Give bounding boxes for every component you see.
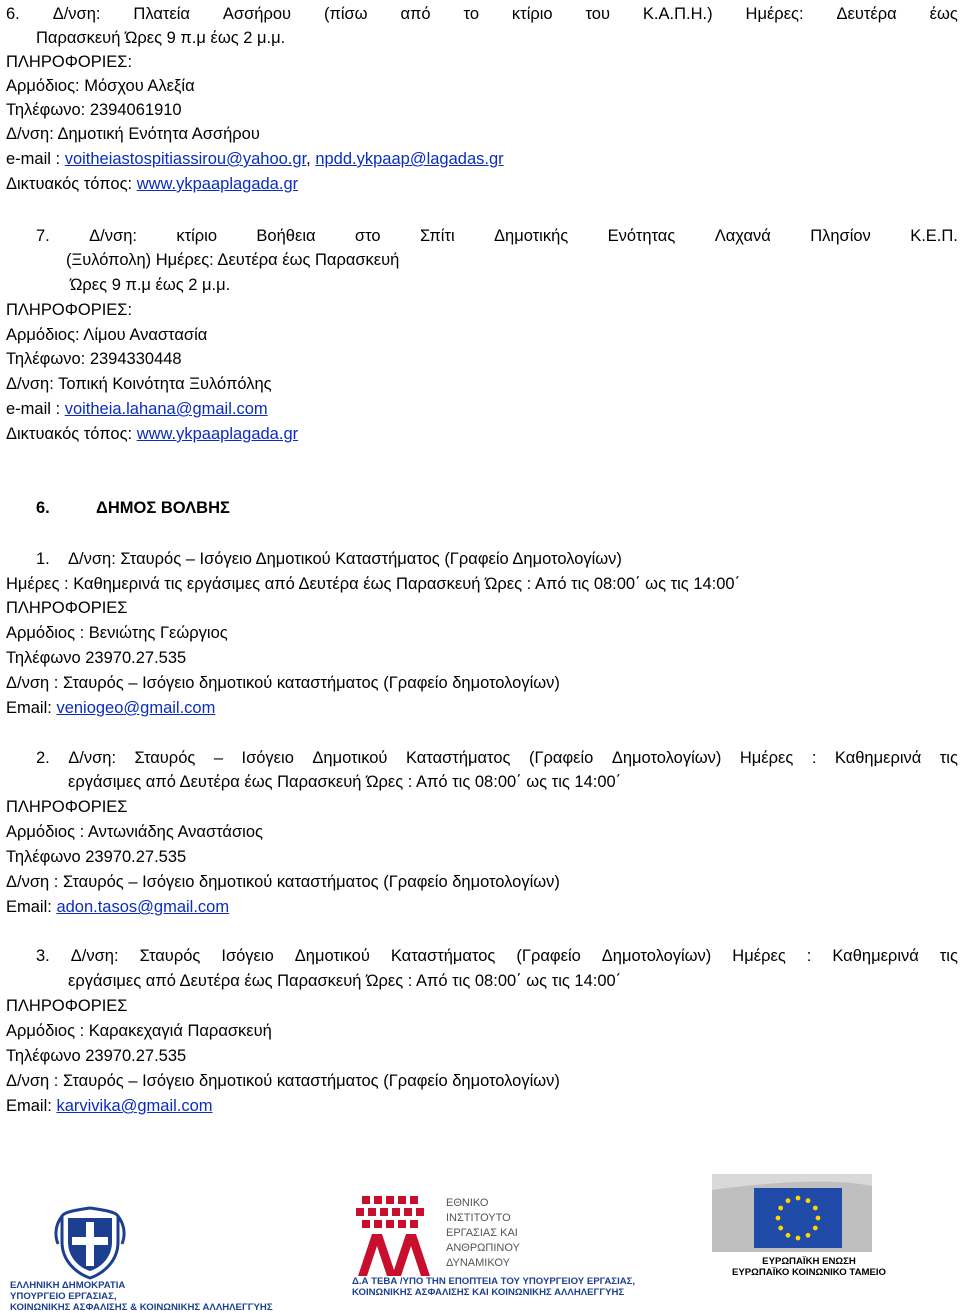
word: τις [939, 749, 958, 767]
item-7-days: (Ξυλόπολη) Ημέρες: Δευτέρα έως Παρασκευή [66, 251, 400, 269]
volvi-item-1-schedule: Ημέρες : Καθημερινά τις εργάσιμες από Δευτέρα έως Παρασκευή Ώρες : Από τις 08:00΄ ως τις 14:00΄ [6, 575, 741, 593]
eiead-caption [352, 1276, 635, 1298]
word: Καθημερινά [834, 749, 922, 767]
volvi-item-2-contact: Αρμόδιος : Αντωνιάδης Αναστάσιος [6, 823, 263, 841]
word: Καθημερινά [832, 947, 919, 965]
caption-line: ΕΥΡΩΠΑΪΚΟ ΚΟΙΝΩΝΙΚΟ ΤΑΜΕΙΟ [731, 1267, 887, 1278]
email-link[interactable]: voitheia.lahana@gmail.com [64, 400, 268, 418]
item-7-address: Δ/νση: Τοπική Κοινότητα Ξυλόπόλης [6, 375, 272, 393]
word: Δευτέρα [836, 5, 897, 23]
word: : [811, 749, 817, 767]
item-7-hours: Ώρες 9 π.μ έως 2 μ.μ. [70, 276, 231, 294]
caption-line: ΚΟΙΝΩΝΙΚΗΣ ΑΣΦΑΛΙΣΗΣ ΚΑΙ ΚΟΙΝΩΝΙΚΗΣ ΑΛΛΗΛΕΓΓΥΗΣ [352, 1287, 625, 1298]
email-label: Email: [6, 898, 57, 916]
eu-star [813, 1226, 818, 1231]
item-7-email-row [6, 397, 268, 421]
eu-star [778, 1206, 783, 1211]
item-6-email-row [6, 147, 504, 171]
email-link[interactable]: karvivika@gmail.com [56, 1097, 213, 1115]
volvi-item-3-address: Δ/νση : Σταυρός – Ισόγειο δημοτικού καταστήματος (Γραφείο δημοτολογίων) [6, 1072, 560, 1090]
eu-star [806, 1198, 811, 1203]
word: Καταστήματος [405, 749, 511, 767]
item-6-web-row [6, 172, 298, 196]
word: Ενότητας [607, 227, 676, 245]
item-7-web-row [6, 422, 298, 446]
word: κτίριο [176, 227, 218, 245]
word: Καταστήματος [390, 947, 496, 965]
volvi-item-3-phone: Τηλέφωνο 23970.27.535 [6, 1047, 187, 1065]
eu-star [786, 1198, 791, 1203]
item-6-line1 [6, 2, 958, 26]
word: (Γραφείο [516, 947, 581, 965]
word: Ημέρες [739, 749, 794, 767]
volvi-item-1-contact: Αρμόδιος : Βενιώτης Γεώργιος [6, 624, 228, 642]
volvi-item-2-address: Δ/νση : Σταυρός – Ισόγειο δημοτικού καταστήματος (Γραφείο δημοτολογίων) [6, 873, 560, 891]
volvi-item-2-schedule: εργάσιμες από Δευτέρα έως Παρασκευή Ώρες : Από τις 08:00΄ ως τις 14:00΄ [68, 773, 622, 791]
eu-star [786, 1233, 791, 1238]
email-label: Email: [6, 699, 57, 717]
item-7-phone: Τηλέφωνο: 2394330448 [6, 350, 182, 368]
word: Πλατεία [133, 5, 190, 23]
word: (πίσω [323, 5, 368, 23]
email-label: e-mail : [6, 150, 65, 168]
item-6-hours: Παρασκευή Ώρες 9 π.μ έως 2 μ.μ. [36, 29, 286, 47]
footer-logos [0, 1168, 960, 1312]
word: Δημοτολογίων) [611, 749, 722, 767]
heading-number: 6. [36, 499, 50, 517]
volvi-item-1-email-row [6, 696, 215, 720]
eiead-logo-icon [354, 1194, 436, 1278]
word: Δημοτικού [312, 749, 388, 767]
item-address-line: Δ/νση: Σταυρός – Ισόγειο Δημοτικού Καταστήματος (Γραφείο Δημοτολογίων) [68, 550, 622, 568]
section-heading [36, 496, 230, 520]
volvi-item-2-line1 [36, 746, 958, 770]
greek-state-caption [10, 1280, 273, 1313]
volvi-item-3-info-label: ΠΛΗΡΟΦΟΡΙΕΣ [6, 997, 128, 1015]
eu-flag-icon [712, 1174, 872, 1252]
web-label: Δικτυακός τόπος: [6, 425, 137, 443]
email-label: Email: [6, 1097, 57, 1115]
caption-line: ΕΥΡΩΠΑΪΚΗ ΕΝΩΣΗ [762, 1256, 856, 1267]
logo-text-line: ΕΡΓΑΣΙΑΣ ΚΑΙ [446, 1227, 518, 1239]
volvi-item-1-info-label: ΠΛΗΡΟΦΟΡΙΕΣ [6, 599, 128, 617]
word: Σπίτι [419, 227, 455, 245]
volvi-item-3-schedule: εργάσιμες από Δευτέρα έως Παρασκευή Ώρες : Από τις 08:00΄ ως τις 14:00΄ [68, 972, 622, 990]
word: Κ.Α.Π.Η.) [642, 5, 713, 23]
heading-text: ΔΗΜΟΣ ΒΟΛΒΗΣ [96, 499, 230, 517]
item-number: 7. [36, 227, 50, 245]
item-number: 2. [36, 749, 50, 767]
logo-text-line: ΔΥΝΑΜΙΚΟΥ [446, 1257, 510, 1269]
logo-text-line: ΕΘΝΙΚΟ [446, 1197, 489, 1209]
volvi-item-1-phone: Τηλέφωνο 23970.27.535 [6, 649, 187, 667]
item-number: 6. [6, 5, 20, 23]
email-link[interactable]: npdd.ykpaap@lagadas.gr [315, 150, 504, 168]
logo-text-line: ΑΝΘΡΩΠΙΝΟΥ [446, 1242, 520, 1254]
word: Δημοτικού [294, 947, 370, 965]
eiead-logo-text [446, 1196, 520, 1271]
item-number: 3. [36, 947, 50, 965]
word: στο [354, 227, 381, 245]
word: από [400, 5, 431, 23]
web-link[interactable]: www.ykpaaplagada.gr [136, 175, 299, 193]
web-link[interactable]: www.ykpaaplagada.gr [136, 425, 299, 443]
email-link[interactable]: adon.tasos@gmail.com [56, 898, 230, 916]
eu-star [778, 1226, 783, 1231]
word: : [806, 947, 812, 965]
word: Βοήθεια [256, 227, 316, 245]
word: Δημοτικής [494, 227, 569, 245]
email-link[interactable]: voitheiastospitiassirou@yahoo.gr [64, 150, 307, 168]
volvi-item-2-phone: Τηλέφωνο 23970.27.535 [6, 848, 187, 866]
item-6-info-label: ΠΛΗΡΟΦΟΡΙΕΣ: [6, 53, 133, 71]
word: Δ/νση: [52, 5, 101, 23]
word: Δημοτολογίων) [601, 947, 712, 965]
eu-star [813, 1206, 818, 1211]
item-6-address: Δ/νση: Δημοτική Ενότητα Ασσήρου [6, 125, 260, 143]
word: Ημέρες: [745, 5, 804, 23]
caption-line: ΕΛΛΗΝΙΚΗ ΔΗΜΟΚΡΑΤΙΑ [10, 1280, 126, 1291]
word: Ημέρες [732, 947, 786, 965]
caption-line: ΚΟΙΝΩΝΙΚΗΣ ΑΣΦΑΛΙΣΗΣ & ΚΟΙΝΩΝΙΚΗΣ ΑΛΛΗΛΕΓΓΥΗΣ [10, 1302, 273, 1313]
word: Ισόγειο [241, 749, 294, 767]
caption-line: Δ.Α ΤΕΒΑ /ΥΠΟ ΤΗΝ ΕΠΟΠΤΕΙΑ ΤΟΥ ΥΠΟΥΡΓΕΙΟΥ ΕΡΓΑΣΙΑΣ, [352, 1276, 636, 1287]
volvi-item-1-line1 [36, 547, 622, 571]
caption-line: ΥΠΟΥΡΓΕΙΟ ΕΡΓΑΣΙΑΣ, [10, 1291, 117, 1302]
eu-caption [724, 1256, 894, 1278]
item-6-phone: Τηλέφωνο: 2394061910 [6, 101, 182, 119]
eu-star [776, 1216, 781, 1221]
email-label: e-mail : [6, 400, 65, 418]
greek-coat-of-arms-icon [52, 1204, 128, 1280]
word: Λαχανά [714, 227, 771, 245]
volvi-item-1-address: Δ/νση : Σταυρός – Ισόγειο δημοτικού καταστήματος (Γραφείο δημοτολογίων) [6, 674, 560, 692]
eu-star [796, 1236, 801, 1241]
word: Σταυρός [134, 749, 196, 767]
word: τις [939, 947, 958, 965]
word: Ισόγειο [221, 947, 274, 965]
separator: , [306, 150, 316, 168]
word: Κ.Ε.Π. [910, 227, 958, 245]
email-link[interactable]: veniogeo@gmail.com [56, 699, 216, 717]
word: – [213, 749, 223, 767]
item-7-line1 [36, 224, 958, 248]
web-label: Δικτυακός τόπος: [6, 175, 137, 193]
volvi-item-3-email-row [6, 1094, 213, 1118]
volvi-item-2-info-label: ΠΛΗΡΟΦΟΡΙΕΣ [6, 798, 128, 816]
word: το [463, 5, 479, 23]
word: Δ/νση: [68, 749, 117, 767]
word: έως [929, 5, 958, 23]
item-7-info-label: ΠΛΗΡΟΦΟΡΙΕΣ: [6, 301, 133, 319]
word: (Γραφείο [528, 749, 594, 767]
item-7-contact: Αρμόδιος: Λίμου Αναστασία [6, 326, 208, 344]
word: Δ/νση: [70, 947, 119, 965]
logo-text-line: ΙΝΣΤΙΤΟΥΤΟ [446, 1212, 511, 1224]
word: Ασσήρου [222, 5, 292, 23]
volvi-item-3-contact: Αρμόδιος : Καρακεχαγιά Παρασκευή [6, 1022, 272, 1040]
eu-star [806, 1233, 811, 1238]
eu-star [796, 1196, 801, 1201]
eu-star [816, 1216, 821, 1221]
item-6-contact: Αρμόδιος: Μόσχου Αλεξία [6, 77, 195, 95]
word: κτίριο [511, 5, 553, 23]
word: του [585, 5, 610, 23]
word: Σταυρός [139, 947, 201, 965]
word: Δ/νση: [89, 227, 137, 245]
volvi-item-3-line1 [36, 944, 958, 968]
item-number: 1. [36, 550, 50, 568]
volvi-item-2-email-row [6, 895, 229, 919]
word: Πλησίον [810, 227, 871, 245]
